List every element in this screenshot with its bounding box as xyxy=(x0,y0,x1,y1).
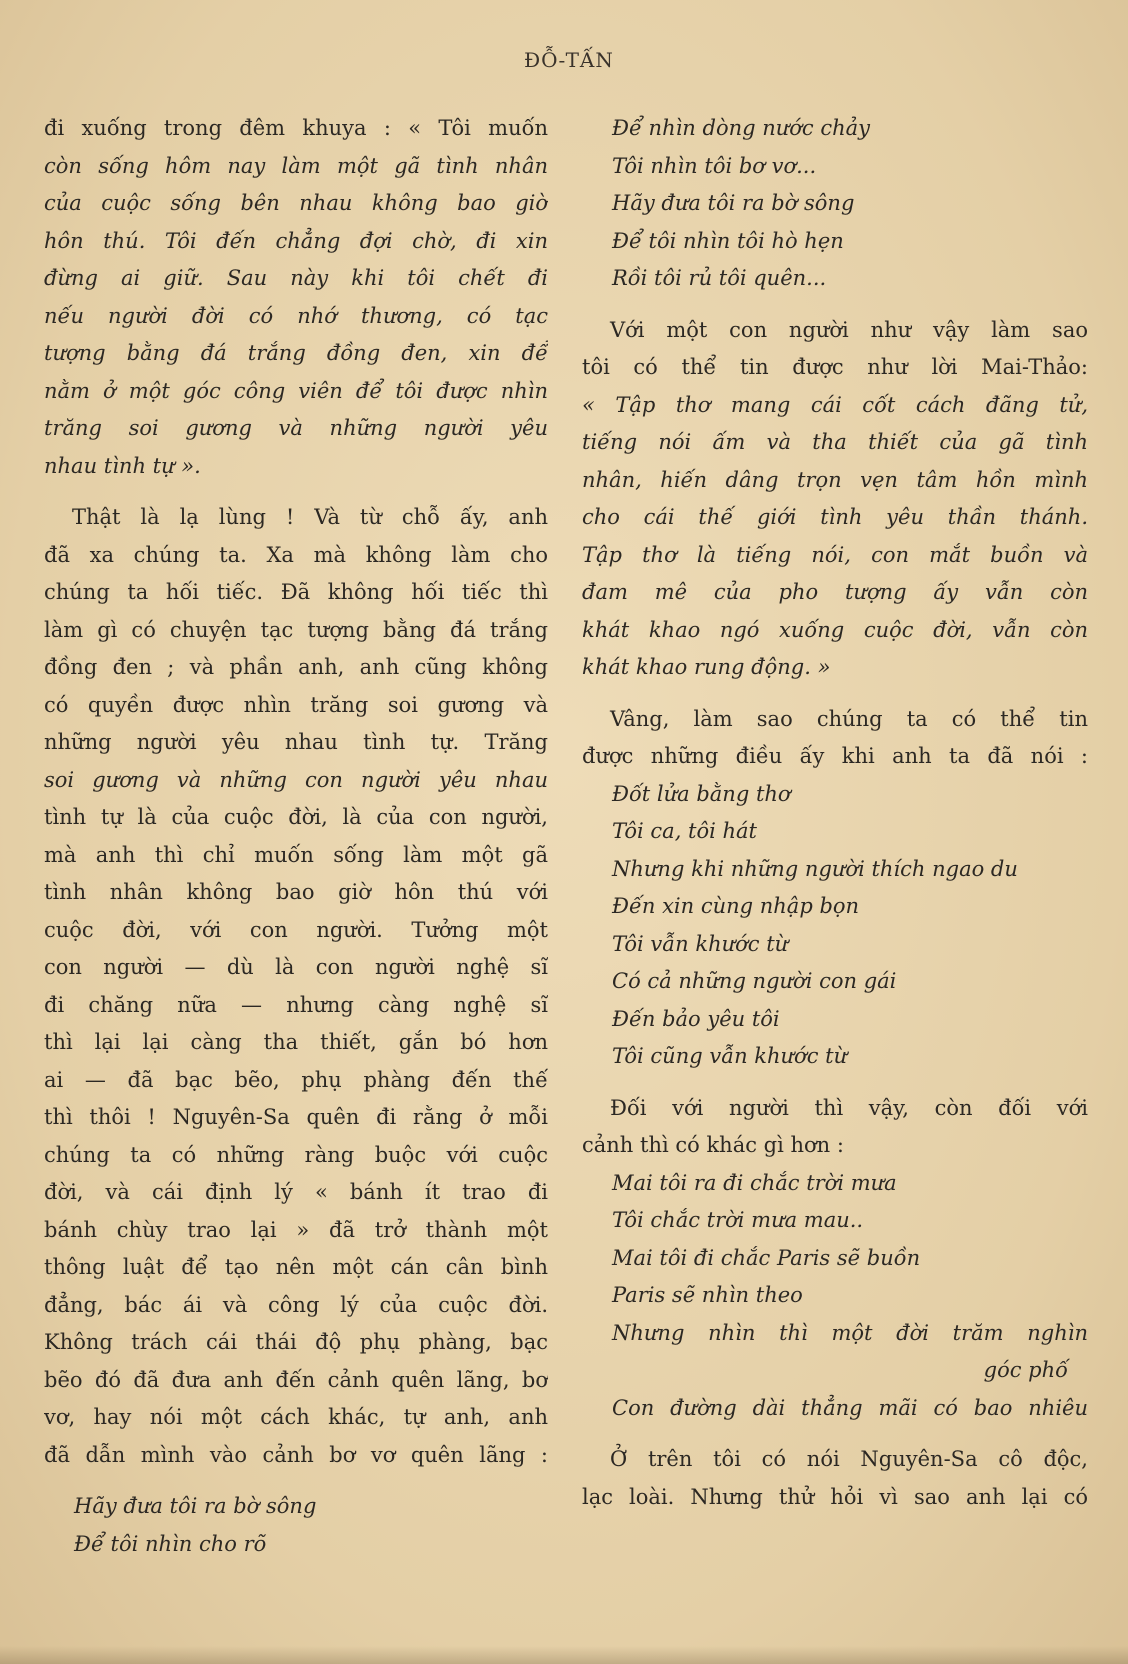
text-line: đồng đen ; và phần anh, anh cũng không xyxy=(44,655,548,679)
paragraph-gap xyxy=(582,1076,1088,1090)
poem-line: Tôi chắc trời mưa mau.. xyxy=(612,1208,864,1232)
text-line: đã xa chúng ta. Xa mà không làm cho xyxy=(44,542,548,567)
poem-line: Để tôi nhìn tôi hò hẹn xyxy=(612,228,844,253)
text-line: tiếng nói ấm và tha thiết của gã tình xyxy=(582,430,1088,454)
paragraph-gap xyxy=(582,1427,1088,1441)
text-line: khát khao ngó xuống cuộc đời, vẫn còn xyxy=(582,617,1088,642)
text-line: tình nhân không bao giờ hôn thú với xyxy=(44,880,548,904)
text-line: Đối với người thì vậy, còn đối với xyxy=(610,1095,1088,1120)
text-line: đam mê của pho tượng ấy vẫn còn xyxy=(582,580,1088,604)
text-line: còn sống hôm nay làm một gã tình nhân xyxy=(44,153,548,178)
text-line: Không trách cái thái độ phụ phàng, bạc xyxy=(44,1330,548,1354)
text-line: thì lại lại càng tha thiết, gắn bó hơn xyxy=(44,1030,548,1054)
text-line: của cuộc sống bên nhau không bao giờ xyxy=(44,191,548,215)
paragraph-gap xyxy=(44,485,548,499)
text-line: đời, và cái định lý « bánh ít trao đi xyxy=(44,1180,548,1204)
poem-line: Mai tôi ra đi chắc trời mưa xyxy=(612,1170,897,1195)
text-line: đừng ai giữ. Sau này khi tôi chết đi xyxy=(44,266,548,290)
text-line: đi chăng nữa — nhưng càng nghệ sĩ xyxy=(44,992,548,1017)
poem-line: Đốt lửa bằng thơ xyxy=(612,781,791,806)
poem-line: Tôi nhìn tôi bơ vơ... xyxy=(612,153,817,178)
text-line: lạc loài. Nhưng thử hỏi vì sao anh lại có xyxy=(582,1484,1088,1509)
page-header: ĐỖ-TẤN xyxy=(524,48,614,72)
text-line: Với một con người như vậy làm sao xyxy=(610,317,1088,342)
text-line: nằm ở một góc công viên để tôi được nhìn xyxy=(44,378,548,403)
text-line: tôi có thể tin được như lời Mai-Thảo: xyxy=(582,355,1088,379)
text-line: đã dẫn mình vào cảnh bơ vơ quên lãng : xyxy=(44,1442,548,1467)
text-line: nhân, hiến dâng trọn vẹn tâm hồn mình xyxy=(582,467,1088,492)
text-line: tượng bằng đá trắng đồng đen, xin để xyxy=(44,341,548,365)
paragraph-gap xyxy=(582,298,1088,312)
page-bottom-edge xyxy=(0,1646,1128,1664)
poem-line: Hãy đưa tôi ra bờ sông xyxy=(74,1494,317,1518)
poem-line: Rồi tôi rủ tôi quên... xyxy=(612,266,827,290)
poem-line: góc phố xyxy=(983,1358,1068,1382)
text-line: bánh chùy trao lại » đã trở thành một xyxy=(44,1217,548,1242)
poem-line: Nhưng khi những người thích ngao du xyxy=(612,856,1018,881)
text-line: có quyền được nhìn trăng soi gương và xyxy=(44,692,548,717)
text-line: soi gương và những con người yêu nhau xyxy=(44,767,548,792)
poem-line: Có cả những người con gái xyxy=(612,969,897,993)
poem-line: Tôi vẫn khước từ xyxy=(612,931,789,956)
text-line: thì thôi ! Nguyên-Sa quên đi rằng ở mỗi xyxy=(44,1105,548,1129)
text-line: bẽo đó đã đưa anh đến cảnh quên lãng, bơ xyxy=(44,1367,548,1392)
poem-line: Hãy đưa tôi ra bờ sông xyxy=(612,191,855,215)
text-line: đẳng, bác ái và công lý của cuộc đời. xyxy=(44,1292,548,1317)
text-line: đi xuống trong đêm khuya : « Tôi muốn xyxy=(44,116,548,140)
paragraph-gap xyxy=(44,1474,548,1488)
poem-line: Để tôi nhìn cho rõ xyxy=(74,1531,267,1556)
text-line: con người — dù là con người nghệ sĩ xyxy=(44,955,548,979)
text-line: Tập thơ là tiếng nói, con mắt buồn và xyxy=(582,542,1088,567)
text-line: hôn thú. Tôi đến chẳng đợi chờ, đi xin xyxy=(44,228,548,253)
text-line: chúng ta có những ràng buộc với cuộc xyxy=(44,1142,548,1167)
text-line: được những điều ấy khi anh ta đã nói : xyxy=(582,744,1088,768)
poem-line: Nhưng nhìn thì một đời trăm nghìn xyxy=(612,1320,1088,1345)
poem-line: Mai tôi đi chắc Paris sẽ buồn xyxy=(612,1245,921,1270)
text-line: những người yêu nhau tình tự. Trăng xyxy=(44,730,548,754)
text-line: nếu người đời có nhớ thương, có tạc xyxy=(44,303,548,328)
poem-line: Đến xin cùng nhập bọn xyxy=(612,894,860,918)
poem-line: Con đường dài thẳng mãi có bao nhiêu xyxy=(612,1395,1088,1420)
paragraph-gap xyxy=(582,687,1088,701)
text-line: chúng ta hối tiếc. Đã không hối tiếc thì xyxy=(44,580,548,604)
text-line: thông luật để tạo nên một cán cân bình xyxy=(44,1255,548,1279)
left-column xyxy=(44,110,548,1563)
text-line: Thật là lạ lùng ! Và từ chỗ ấy, anh xyxy=(72,505,548,529)
poem-line: Tôi ca, tôi hát xyxy=(612,819,758,843)
text-line: Vâng, làm sao chúng ta có thể tin xyxy=(610,706,1088,731)
text-line: cho cái thế giới tình yêu thần thánh. xyxy=(582,505,1088,529)
text-line: vơ, hay nói một cách khác, tự anh, anh xyxy=(44,1405,548,1429)
text-line: làm gì có chuyện tạc tượng bằng đá trắng xyxy=(44,617,548,642)
text-line: cuộc đời, với con người. Tưởng một xyxy=(44,917,548,942)
poem-line: Đến bảo yêu tôi xyxy=(612,1006,780,1031)
text-line: mà anh thì chỉ muốn sống làm một gã xyxy=(44,842,548,867)
text-line: cảnh thì có khác gì hơn : xyxy=(582,1133,844,1157)
text-line: tình tự là của cuộc đời, là của con người, xyxy=(44,805,548,829)
poem-line: Tôi cũng vẫn khước từ xyxy=(612,1044,848,1068)
text-line: trăng soi gương và những người yêu xyxy=(44,416,548,440)
right-column xyxy=(582,110,1088,1516)
text-line: Ở trên tôi có nói Nguyên-Sa cô độc, xyxy=(610,1447,1088,1471)
text-line: nhau tình tự ». xyxy=(44,453,201,478)
text-line: ai — đã bạc bẽo, phụ phàng đến thế xyxy=(44,1067,548,1092)
text-line: khát khao rung động. » xyxy=(582,655,831,679)
text-line: « Tập thơ mang cái cốt cách đãng tử, xyxy=(582,392,1088,417)
poem-line: Paris sẽ nhìn theo xyxy=(612,1283,803,1307)
poem-line: Để nhìn dòng nước chảy xyxy=(612,116,871,140)
